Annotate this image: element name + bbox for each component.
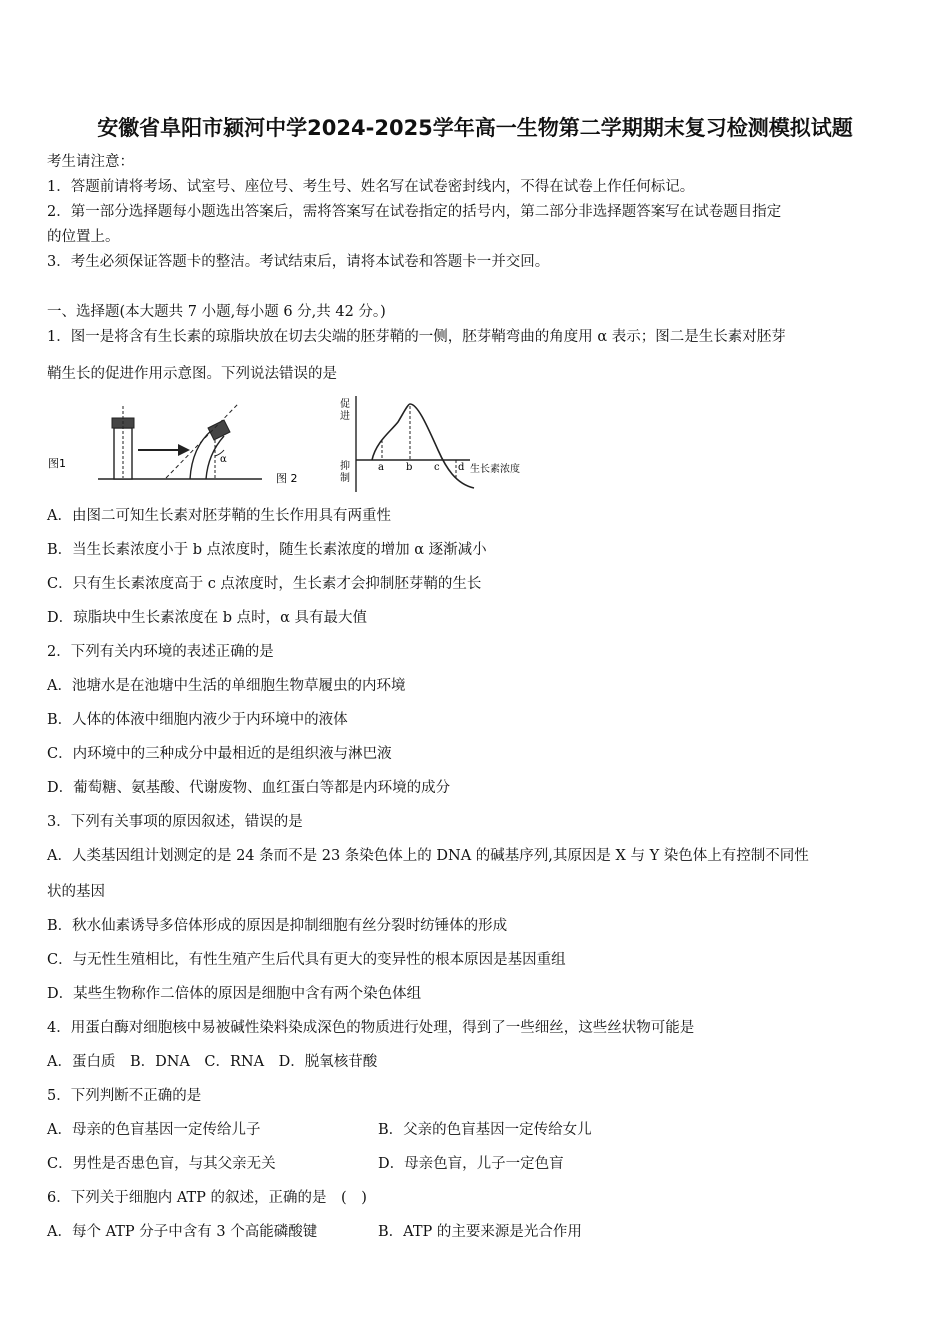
fig1-label: 图1 bbox=[48, 457, 66, 470]
option-d: D．母亲色盲，儿子一定色盲 bbox=[378, 1156, 564, 1172]
option-b: B．ATP 的主要来源是光合作用 bbox=[378, 1224, 582, 1240]
exam-title: 安徽省阜阳市颍河中学2024-2025学年高一生物第二学期期末复习检测模拟试题 bbox=[97, 116, 853, 140]
option-d: D．葡萄糖、氨基酸、代谢废物、血红蛋白等都是内环境的成分 bbox=[47, 780, 451, 796]
question-stem: 4．用蛋白酶对细胞核中易被碱性染料染成深色的物质进行处理，得到了一些细丝，这些丝状物可能是 bbox=[47, 1020, 695, 1036]
auxin-curve bbox=[372, 404, 474, 488]
notice-item: 1．答题前请将考场、试室号、座位号、考生号、姓名写在试卷密封线内，不得在试卷上作任何标记。 bbox=[47, 179, 695, 195]
option-b: B．父亲的色盲基因一定传给女儿 bbox=[378, 1122, 592, 1138]
option-a: A．人类基因组计划测定的是 24 条而不是 23 条染色体上的 DNA 的碱基序列,其原因是 X 与 Y 染色体上有控制不同性 bbox=[47, 848, 809, 864]
notice-item: 3．考生必须保证答题卡的整洁。考试结束后，请将本试卷和答题卡一并交回。 bbox=[47, 254, 550, 270]
option-c: C．男性是否患色盲，与其父亲无关 bbox=[47, 1156, 276, 1172]
question-stem: 2．下列有关内环境的表述正确的是 bbox=[47, 644, 274, 660]
point-b: b bbox=[406, 462, 413, 473]
option-c: C．与无性生殖相比，有性生殖产生后代具有更大的变异性的根本原因是基因重组 bbox=[47, 952, 566, 968]
option-b: B．人体的体液中细胞内液少于内环境中的液体 bbox=[47, 712, 348, 728]
option-b: B．秋水仙素诱导多倍体形成的原因是抑制细胞有丝分裂时纺锤体的形成 bbox=[47, 918, 508, 934]
notice-heading: 考生请注意： bbox=[47, 154, 134, 170]
bent-coleoptile-left bbox=[190, 430, 212, 479]
option-d: D．某些生物称作二倍体的原因是细胞中含有两个染色体组 bbox=[47, 986, 422, 1002]
point-d: d bbox=[458, 462, 465, 473]
option-d: D．琼脂块中生长素浓度在 b 点时，α 具有最大值 bbox=[47, 610, 368, 626]
question-stem: 1．图一是将含有生长素的琼脂块放在切去尖端的胚芽鞘的一侧，胚芽鞘弯曲的角度用 α 表示；图二是生长素对胚芽 bbox=[47, 329, 786, 345]
option-c: C．内环境中的三种成分中最相近的是组织液与淋巴液 bbox=[47, 746, 392, 762]
question-stem: 5．下列判断不正确的是 bbox=[47, 1088, 202, 1104]
inhibit-label: 抑制 bbox=[340, 461, 350, 484]
angle-dashed-line bbox=[166, 404, 238, 478]
arrow-head bbox=[178, 444, 190, 456]
bent-agar-block bbox=[208, 420, 230, 440]
auxin-figure bbox=[40, 392, 550, 502]
option-a: A．每个 ATP 分子中含有 3 个高能磷酸键 bbox=[47, 1224, 318, 1240]
option-a-continued: 状的基因 bbox=[47, 884, 105, 900]
question-stem: 鞘生长的促进作用示意图。下列说法错误的是 bbox=[47, 366, 337, 382]
question-stem: 6．下列关于细胞内 ATP 的叙述，正确的是 ( ) bbox=[47, 1190, 367, 1206]
x-axis-label: 生长素浓度 bbox=[470, 464, 520, 475]
alpha-label: α bbox=[220, 454, 227, 465]
option-b: B．当生长素浓度小于 b 点浓度时，随生长素浓度的增加 α 逐渐减小 bbox=[47, 542, 487, 558]
point-a: a bbox=[378, 462, 384, 473]
option-a: A．池塘水是在池塘中生活的单细胞生物草履虫的内环境 bbox=[47, 678, 406, 694]
point-c: c bbox=[434, 462, 440, 473]
section-heading: 一、选择题(本大题共 7 小题,每小题 6 分,共 42 分。) bbox=[47, 304, 386, 320]
promote-label: 促进 bbox=[340, 399, 350, 422]
notice-item: 2．第一部分选择题每小题选出答案后，需将答案写在试卷指定的括号内，第二部分非选择题答案写在试卷题目指定 bbox=[47, 204, 782, 220]
option-c: C．只有生长素浓度高于 c 点浓度时，生长素才会抑制胚芽鞘的生长 bbox=[47, 576, 482, 592]
option-a: A．由图二可知生长素对胚芽鞘的生长作用具有两重性 bbox=[47, 508, 391, 524]
notice-item: 的位置上。 bbox=[47, 229, 120, 245]
question-stem: 3．下列有关事项的原因叙述，错误的是 bbox=[47, 814, 303, 830]
fig2-label: 图 2 bbox=[276, 472, 298, 485]
option-a: A．母亲的色盲基因一定传给儿子 bbox=[47, 1122, 261, 1138]
options-inline: A．蛋白质 B．DNA C．RNA D．脱氧核苷酸 bbox=[47, 1054, 378, 1070]
